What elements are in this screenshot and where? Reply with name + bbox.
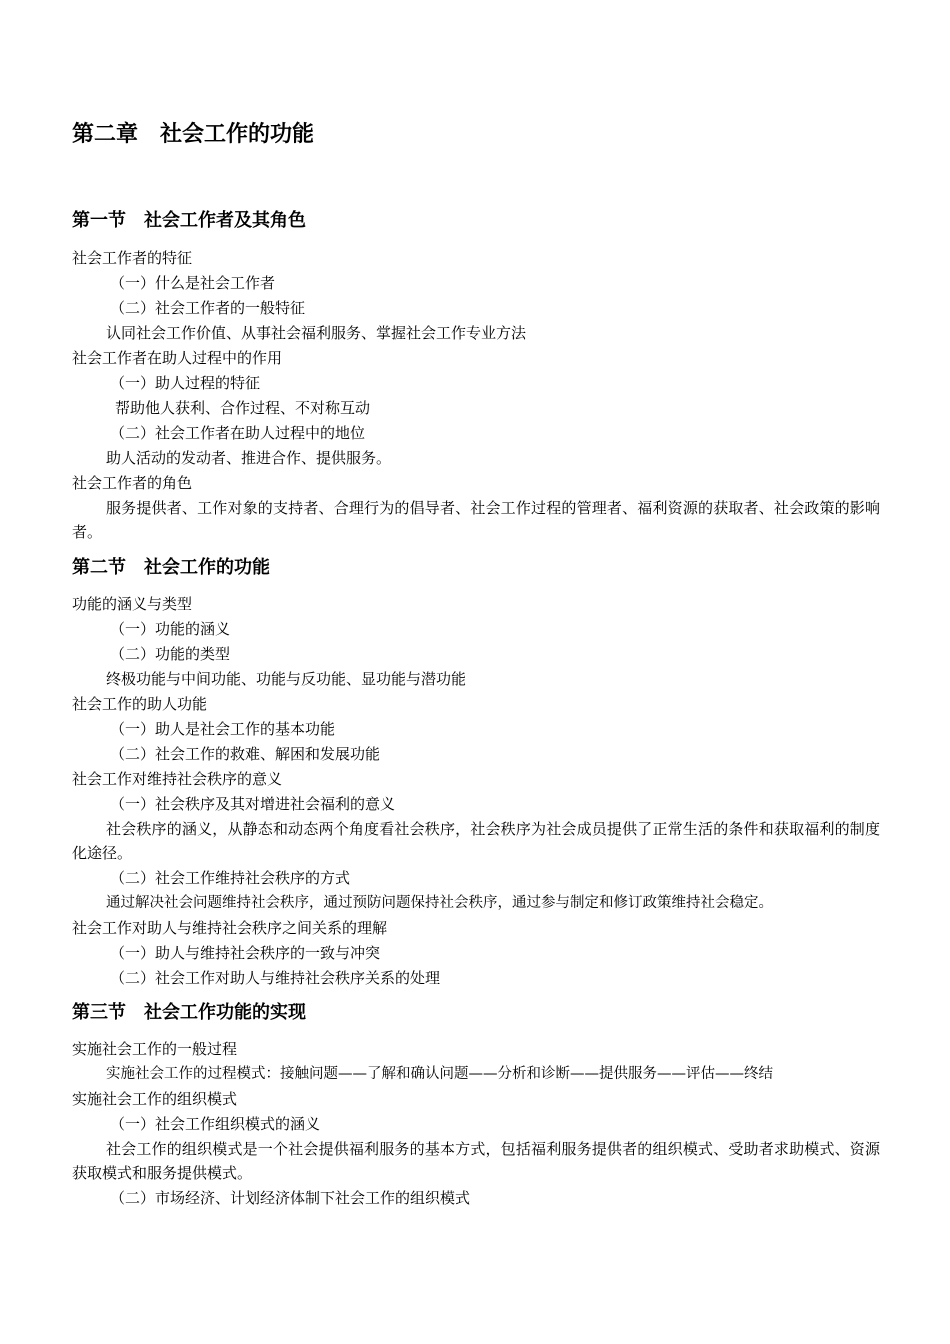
- list-item: （二）功能的类型: [110, 645, 231, 663]
- section-1-title: 第一节 社会工作者及其角色: [72, 210, 306, 231]
- body-text: 认同社会工作价值、从事社会福利服务、掌握社会工作专业方法: [106, 324, 527, 342]
- subheading: 社会工作者的角色: [72, 474, 193, 492]
- subheading: 社会工作者在助人过程中的作用: [72, 349, 283, 367]
- list-item: （二）社会工作维持社会秩序的方式: [110, 869, 351, 887]
- subheading: 社会工作的助人功能: [72, 695, 208, 713]
- list-item: （二）社会工作对助人与维持社会秩序关系的处理: [110, 969, 441, 987]
- list-item: （一）助人是社会工作的基本功能: [110, 720, 336, 738]
- body-text: 实施社会工作的过程模式：接触问题——了解和确认问题——分析和诊断——提供服务——评估——终结: [106, 1066, 773, 1082]
- body-text: 助人活动的发动者、推进合作、提供服务。: [106, 449, 392, 467]
- subheading: 社会工作对助人与维持社会秩序之间关系的理解: [72, 919, 388, 937]
- subheading: 功能的涵义与类型: [72, 595, 193, 613]
- subheading: 社会工作对维持社会秩序的意义: [72, 770, 283, 788]
- body-paragraph: 社会工作的组织模式是一个社会提供福利服务的基本方式，包括福利服务提供者的组织模式、受助者求助模式、资源获取模式和服务提供模式。: [72, 1140, 880, 1182]
- subheading: 实施社会工作的组织模式: [72, 1090, 238, 1108]
- subheading: 社会工作者的特征: [72, 249, 193, 267]
- list-item: （一）社会秩序及其对增进社会福利的意义: [110, 795, 396, 813]
- list-item: （二）社会工作者在助人过程中的地位: [110, 424, 366, 442]
- section-3-title: 第三节 社会工作功能的实现: [72, 1002, 306, 1023]
- section-2-title: 第二节 社会工作的功能: [72, 557, 270, 578]
- list-item: （二）市场经济、计划经济体制下社会工作的组织模式: [110, 1189, 471, 1207]
- body-text: 帮助他人获利、合作过程、不对称互动: [115, 399, 371, 417]
- subheading: 实施社会工作的一般过程: [72, 1040, 238, 1058]
- body-text: 通过解决社会问题维持社会秩序，通过预防问题保持社会秩序，通过参与制定和修订政策维持社会稳定。: [106, 895, 773, 911]
- chapter-title: 第二章 社会工作的功能: [72, 121, 315, 147]
- body-paragraph: 社会秩序的涵义，从静态和动态两个角度看社会秩序，社会秩序为社会成员提供了正常生活的条件和获取福利的制度化途径。: [72, 820, 880, 862]
- list-item: （一）社会工作组织模式的涵义: [110, 1115, 321, 1133]
- list-item: （一）什么是社会工作者: [110, 274, 276, 292]
- list-item: （一）功能的涵义: [110, 620, 231, 638]
- body-paragraph: 服务提供者、工作对象的支持者、合理行为的倡导者、社会工作过程的管理者、福利资源的获取者、社会政策的影响者。: [72, 499, 880, 541]
- body-text: 终极功能与中间功能、功能与反功能、显功能与潜功能: [106, 670, 467, 688]
- list-item: （二）社会工作的救难、解困和发展功能: [110, 745, 381, 763]
- list-item: （二）社会工作者的一般特征: [110, 299, 306, 317]
- list-item: （一）助人与维持社会秩序的一致与冲突: [110, 944, 381, 962]
- list-item: （一）助人过程的特征: [110, 374, 261, 392]
